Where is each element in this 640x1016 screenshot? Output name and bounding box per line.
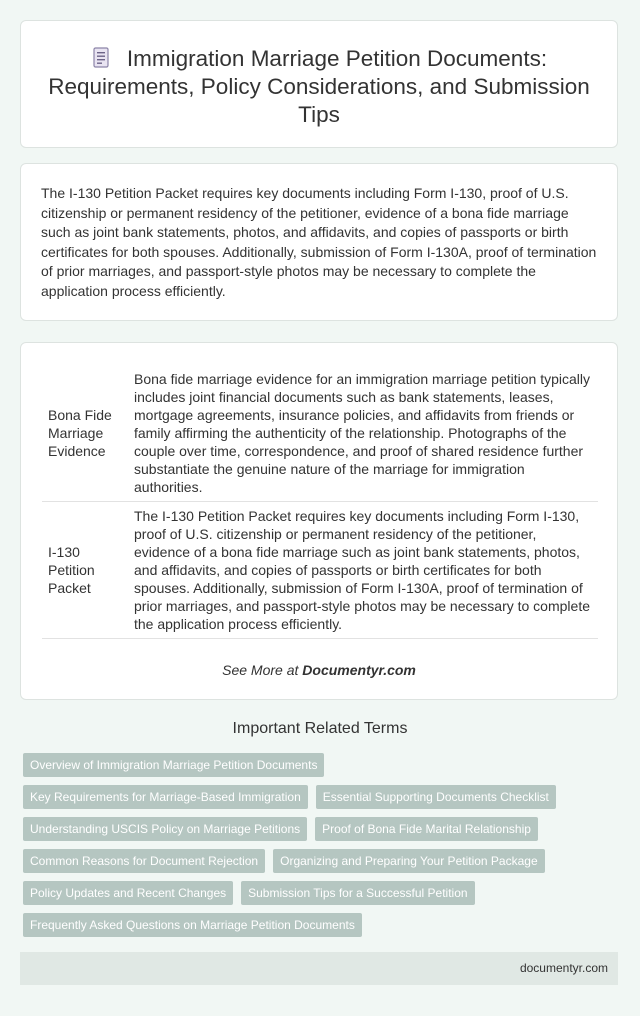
- title-card: [20, 20, 618, 148]
- table-row: [42, 502, 598, 639]
- related-tag[interactable]: Essential Supporting Documents Checklist: [316, 785, 556, 809]
- related-tag[interactable]: Frequently Asked Questions on Marriage Petition Documents: [23, 913, 362, 937]
- footer: [20, 952, 618, 985]
- terms-table: [42, 365, 598, 639]
- see-more: [21, 662, 617, 678]
- term-cell: I-130 Petition Packet: [48, 544, 95, 596]
- related-tag[interactable]: Organizing and Preparing Your Petition Package: [273, 849, 545, 873]
- intro-paragraph: The I-130 Petition Packet requires key documents including Form I-130, proof of U.S. citizenship or permanent residency of the petitioner, evidence of a bona fide marriage such as joint bank statements, photos, and affidavits, and copies of passports or birth certificates for both spouses. Additionally, submission of Form I-130A, proof of termination of prior marriages, and passport-style photos may be necessary to complete the application process efficiently.: [41, 185, 597, 299]
- description-cell: Bona fide marriage evidence for an immigration marriage petition typically includes joint financial documents such as bank statements, leases, mortgage agreements, insurance policies, and affidavits from friends or family affirming the authenticity of the relationship. Photographs of the couple over time, correspondence, and proof of shared residence further substantiate the genuine nature of the marriage for immigration authorities.: [134, 371, 590, 495]
- related-tag[interactable]: Common Reasons for Document Rejection: [23, 849, 265, 873]
- intro-card: [20, 163, 618, 321]
- see-more-link[interactable]: Documentyr.com: [302, 662, 416, 678]
- table-row: [42, 365, 598, 502]
- related-tags: [23, 753, 603, 937]
- related-terms-heading: Important Related Terms: [232, 720, 408, 737]
- footer-domain[interactable]: documentyr.com: [519, 961, 608, 975]
- related-tag[interactable]: Policy Updates and Recent Changes: [23, 881, 233, 905]
- page-title: [41, 45, 597, 129]
- terms-card: [20, 342, 618, 700]
- term-cell: Bona Fide Marriage Evidence: [48, 407, 112, 459]
- related-tag[interactable]: Key Requirements for Marriage-Based Immigration: [23, 785, 308, 809]
- related-tag[interactable]: Submission Tips for a Successful Petition: [241, 881, 474, 905]
- related-tag[interactable]: Overview of Immigration Marriage Petition Documents: [23, 753, 324, 777]
- page-title-text: Immigration Marriage Petition Documents: Requirements, Policy Considerations, and Submission Tips: [48, 46, 590, 127]
- description-cell: The I-130 Petition Packet requires key documents including Form I-130, proof of U.S. citizenship or permanent residency of the petitioner, evidence of a bona fide marriage such as joint bank statements, photos, and affidavits, and copies of passports or birth certificates for both spouses. Additionally, submission of Form I-130A, proof of termination of prior marriages, and passport-style photos may be necessary to complete the application process efficiently.: [134, 508, 590, 632]
- document-icon: [91, 47, 111, 69]
- related-tag[interactable]: Proof of Bona Fide Marital Relationship: [315, 817, 538, 841]
- see-more-prefix: See More at: [222, 662, 303, 678]
- related-tag[interactable]: Understanding USCIS Policy on Marriage Petitions: [23, 817, 307, 841]
